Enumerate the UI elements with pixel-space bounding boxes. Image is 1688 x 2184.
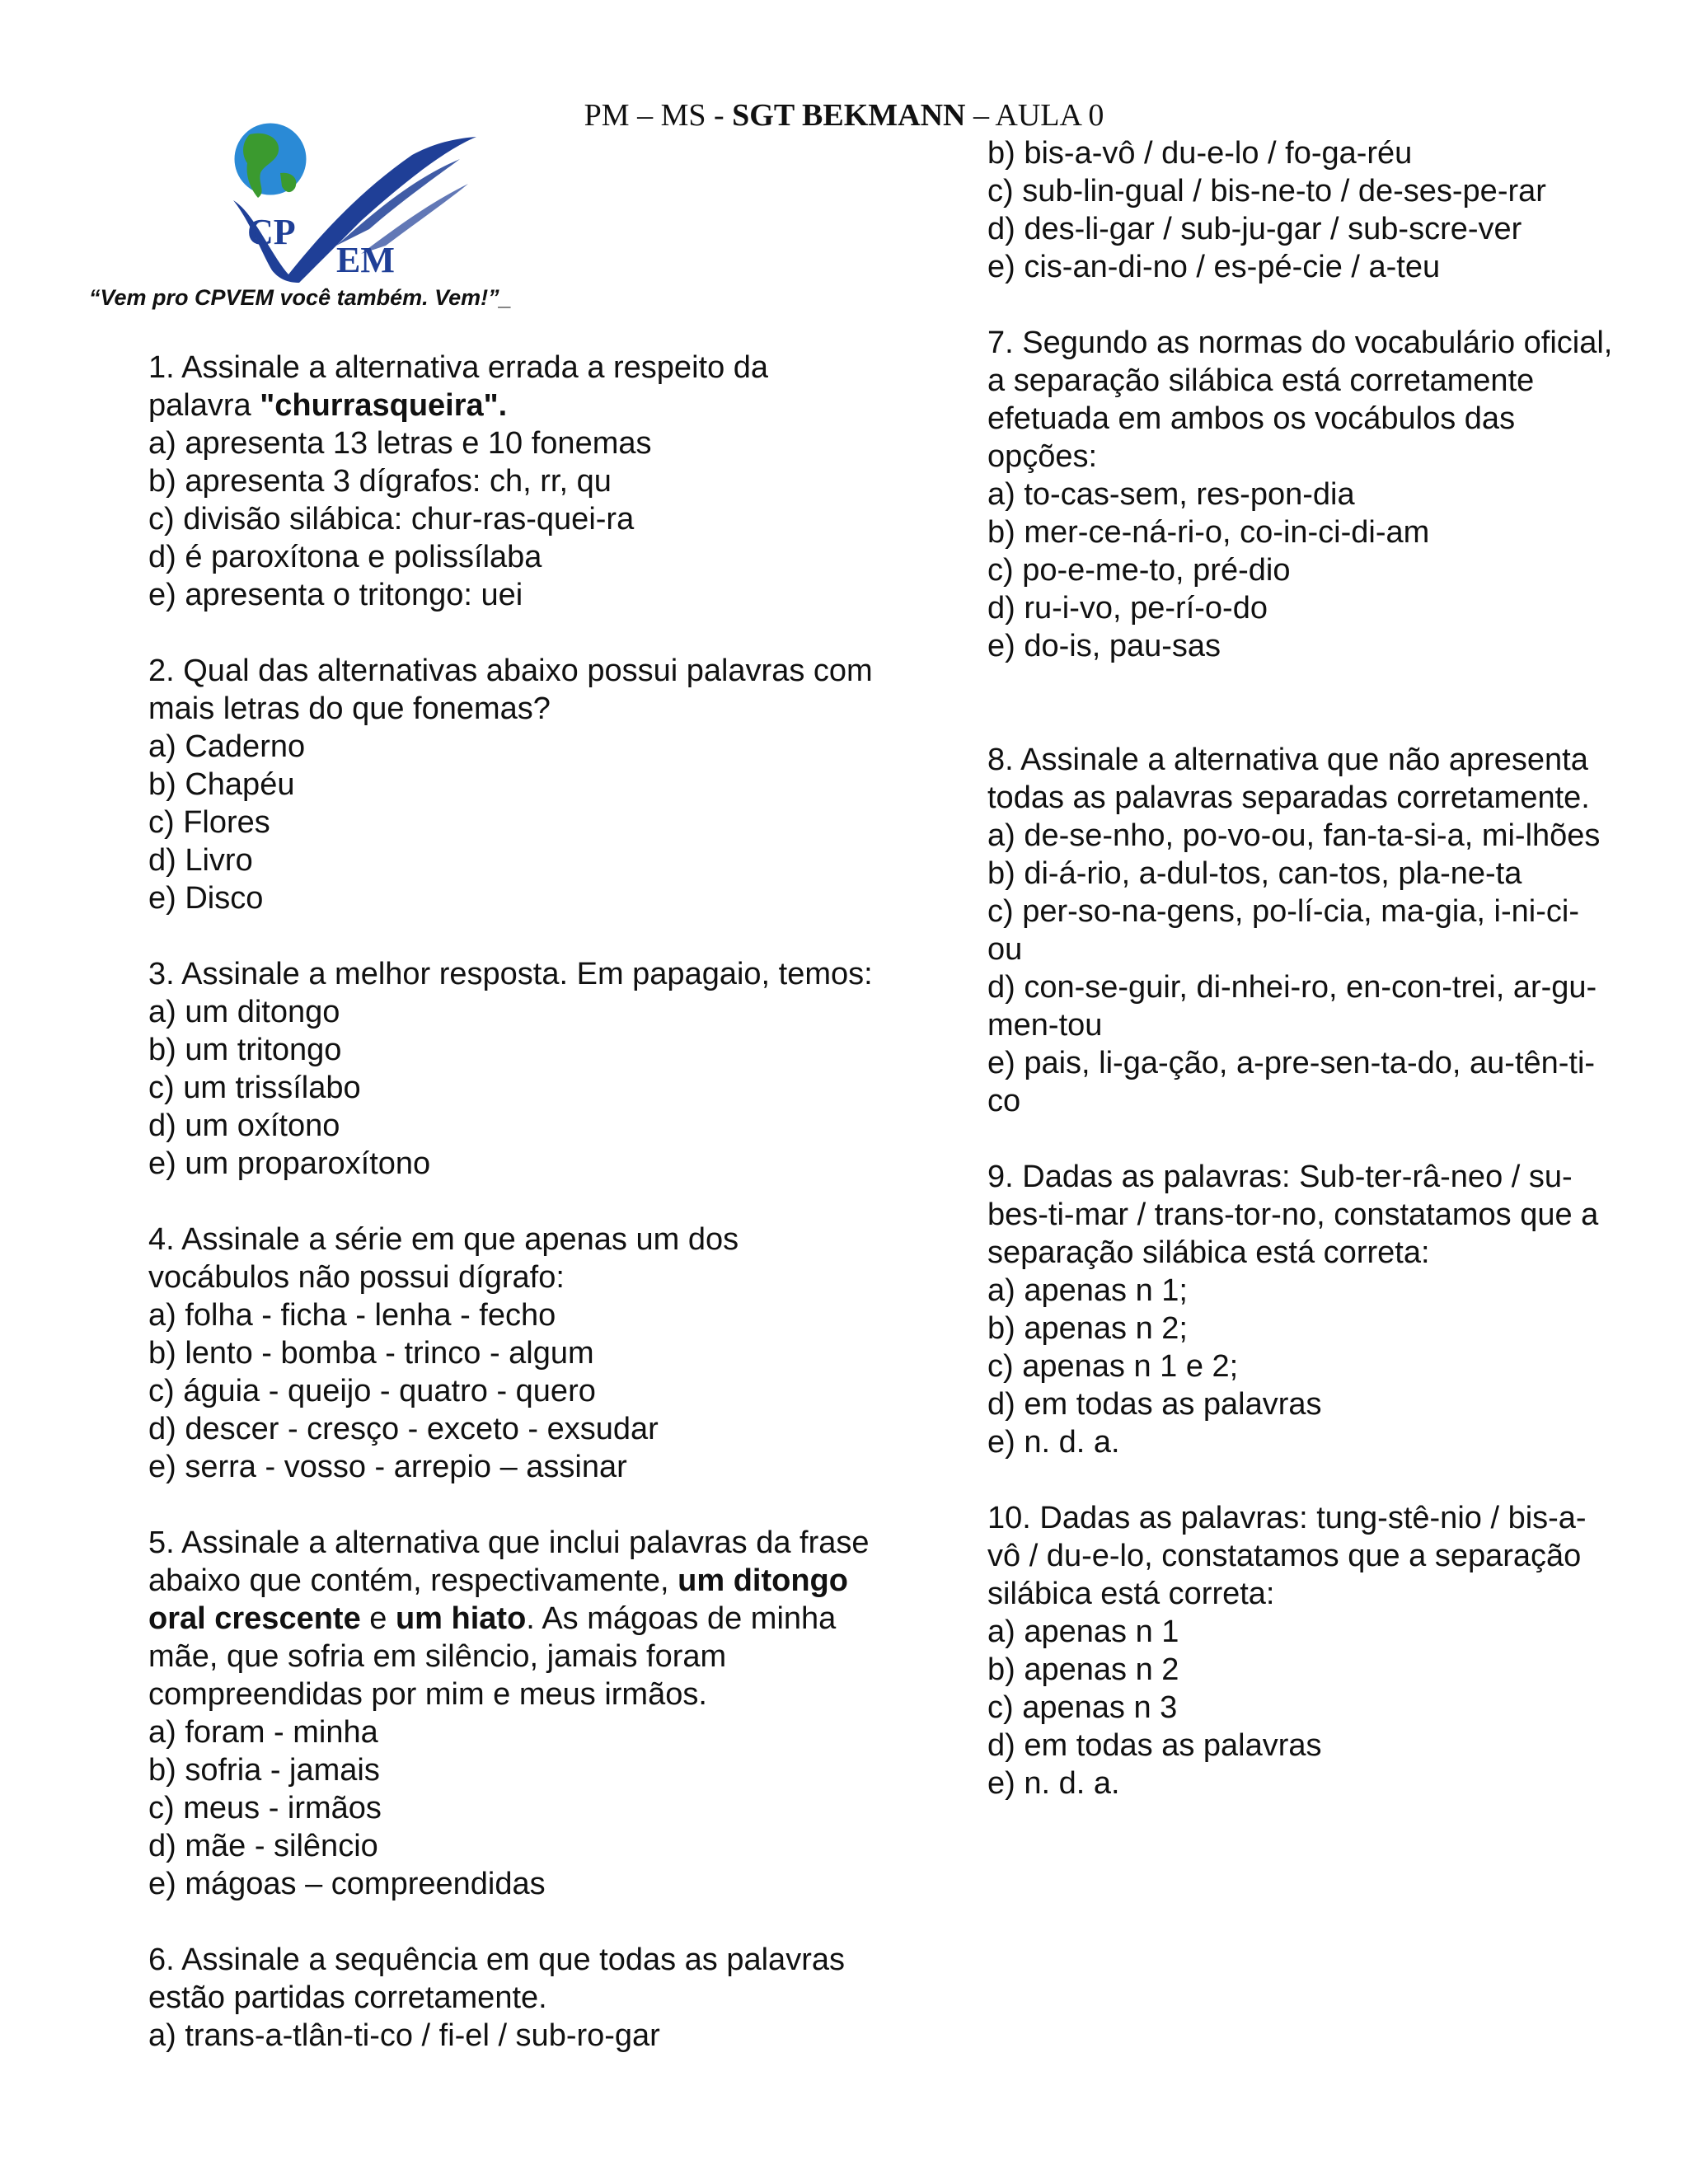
question-7-text: 7. Segundo as normas do vocabulário oficial, a separação silábica está corretamente efetuada em ambos os vocábulos das opções: <box>987 326 1613 474</box>
left-column <box>148 349 874 2055</box>
option: e) mágoas – compreendidas <box>148 1867 546 1901</box>
option: e) Disco <box>148 881 264 916</box>
question-3 <box>148 955 874 1183</box>
option: a) folha - ficha - lenha - fecho <box>148 1298 556 1333</box>
logo-slogan: “Vem pro CPVEM você também. Vem!”_ <box>89 285 512 310</box>
option: b) Chapéu <box>148 767 295 802</box>
option: e) cis-an-di-no / es-pé-cie / a-teu <box>987 250 1441 284</box>
question-1-text <box>148 349 874 424</box>
option: c) um trissílabo <box>148 1071 361 1105</box>
option: d) mãe - silêncio <box>148 1829 378 1863</box>
option: b) mer-ce-ná-ri-o, co-in-ci-di-am <box>987 515 1430 550</box>
right-column <box>987 134 1614 1802</box>
question-10 <box>987 1499 1614 1802</box>
option: e) do-is, pau-sas <box>987 629 1221 663</box>
option: b) apenas n 2 <box>987 1652 1179 1687</box>
option: e) apresenta o tritongo: uei <box>148 578 523 612</box>
option: e) um proparoxítono <box>148 1146 431 1181</box>
option: c) po-e-me-to, pré-dio <box>987 553 1291 588</box>
option: d) em todas as palavras <box>987 1387 1322 1422</box>
option: d) é paroxítona e polissílaba <box>148 540 542 574</box>
question-2 <box>148 652 874 917</box>
question-7 <box>987 324 1614 665</box>
option: a) um ditongo <box>148 995 340 1029</box>
question-5 <box>148 1524 874 1903</box>
question-8 <box>987 741 1614 1120</box>
option: c) meus - irmãos <box>148 1791 382 1825</box>
header-bold: SGT BEKMANN <box>732 98 966 133</box>
option: a) apresenta 13 letras e 10 fonemas <box>148 426 652 461</box>
question-6-continued <box>987 134 1614 286</box>
option: a) apenas n 1 <box>987 1615 1179 1649</box>
option: b) sofria - jamais <box>148 1753 380 1788</box>
option: d) ru-i-vo, pe-rí-o-do <box>987 591 1268 626</box>
option: d) em todas as palavras <box>987 1728 1322 1763</box>
option: c) per-so-na-gens, po-lí-cia, ma-gia, i-ni-ci-ou <box>987 894 1579 967</box>
question-6 <box>148 1941 874 2055</box>
option: e) n. d. a. <box>987 1425 1120 1460</box>
option: c) apenas n 1 e 2; <box>987 1349 1239 1384</box>
question-5-bold-1: um ditongo oral crescente <box>148 1563 848 1636</box>
option: e) n. d. a. <box>987 1766 1120 1801</box>
question-1-word: "churrasqueira". <box>260 388 508 423</box>
option: c) Flores <box>148 805 270 840</box>
option: b) di-á-rio, a-dul-tos, can-tos, pla-ne-ta <box>987 856 1522 891</box>
question-5-text <box>148 1524 874 1713</box>
question-9-text: 9. Dadas as palavras: Sub-ter-râ-neo / su-bes-ti-mar / trans-tor-no, constatamos que a separação silábica está correta: <box>987 1160 1599 1270</box>
question-6-text: 6. Assinale a sequência em que todas as palavras estão partidas corretamente. <box>148 1943 845 2015</box>
option: a) to-cas-sem, res-pon-dia <box>987 477 1355 512</box>
option: d) des-li-gar / sub-ju-gar / sub-scre-ver <box>987 212 1522 246</box>
option: b) bis-a-vô / du-e-lo / fo-ga-réu <box>987 136 1413 171</box>
option: a) trans-a-tlân-ti-co / fi-el / sub-ro-gar <box>148 2018 660 2053</box>
option: e) pais, li-ga-ção, a-pre-sen-ta-do, au-tên-ti-co <box>987 1046 1596 1118</box>
option: b) um tritongo <box>148 1033 342 1067</box>
option: d) um oxítono <box>148 1108 340 1143</box>
question-5-stem: 5. Assinale a alternativa que inclui palavras da frase abaixo que contém, respectivamente, <box>148 1526 870 1598</box>
question-5-sentence: . As mágoas de minha mãe, que sofria em silêncio, jamais foram compreendidas por mim e meus irmãos. <box>148 1601 837 1712</box>
option: b) apenas n 2; <box>987 1311 1188 1346</box>
question-4-text: 4. Assinale a série em que apenas um dos vocábulos não possui dígrafo: <box>148 1222 739 1295</box>
option: b) lento - bomba - trinco - algum <box>148 1336 594 1371</box>
logo-text-cp: CP <box>247 212 296 252</box>
header-suffix: – AULA 0 <box>965 98 1104 133</box>
question-1-stem: 1. Assinale a alternativa errada a respeito da palavra <box>148 350 769 423</box>
option: a) Caderno <box>148 729 306 764</box>
option: c) sub-lin-gual / bis-ne-to / de-ses-pe-rar <box>987 174 1546 209</box>
option: d) descer - cresço - exceto - exsudar <box>148 1412 659 1446</box>
question-9 <box>987 1158 1614 1461</box>
question-10-text: 10. Dadas as palavras: tung-stê-nio / bis-a-vô / du-e-lo, constatamos que a separação silábica está correta: <box>987 1501 1587 1611</box>
option: a) de-se-nho, po-vo-ou, fan-ta-si-a, mi-lhões <box>987 818 1601 853</box>
option: d) con-se-guir, di-nhei-ro, en-con-trei, ar-gu-men-tou <box>987 970 1597 1043</box>
option: c) apenas n 3 <box>987 1690 1178 1725</box>
question-8-text: 8. Assinale a alternativa que não apresenta todas as palavras separadas corretamente. <box>987 743 1590 815</box>
question-2-text: 2. Qual das alternativas abaixo possui palavras com mais letras do que fonemas? <box>148 654 873 726</box>
option: a) apenas n 1; <box>987 1273 1188 1308</box>
option: c) águia - queijo - quatro - quero <box>148 1374 596 1408</box>
header-prefix: PM – MS - <box>584 98 733 133</box>
question-5-conj: e <box>360 1601 396 1636</box>
question-1 <box>148 349 874 614</box>
option: b) apresenta 3 dígrafos: ch, rr, qu <box>148 464 612 499</box>
option: a) foram - minha <box>148 1715 378 1750</box>
option: d) Livro <box>148 843 253 878</box>
question-3-text: 3. Assinale a melhor resposta. Em papagaio, temos: <box>148 957 873 991</box>
question-4 <box>148 1221 874 1486</box>
option: c) divisão silábica: chur-ras-quei-ra <box>148 502 635 537</box>
logo-text-em: EM <box>336 240 395 280</box>
question-5-bold-2: um hiato <box>395 1601 527 1636</box>
option: e) serra - vosso - arrepio – assinar <box>148 1450 627 1484</box>
